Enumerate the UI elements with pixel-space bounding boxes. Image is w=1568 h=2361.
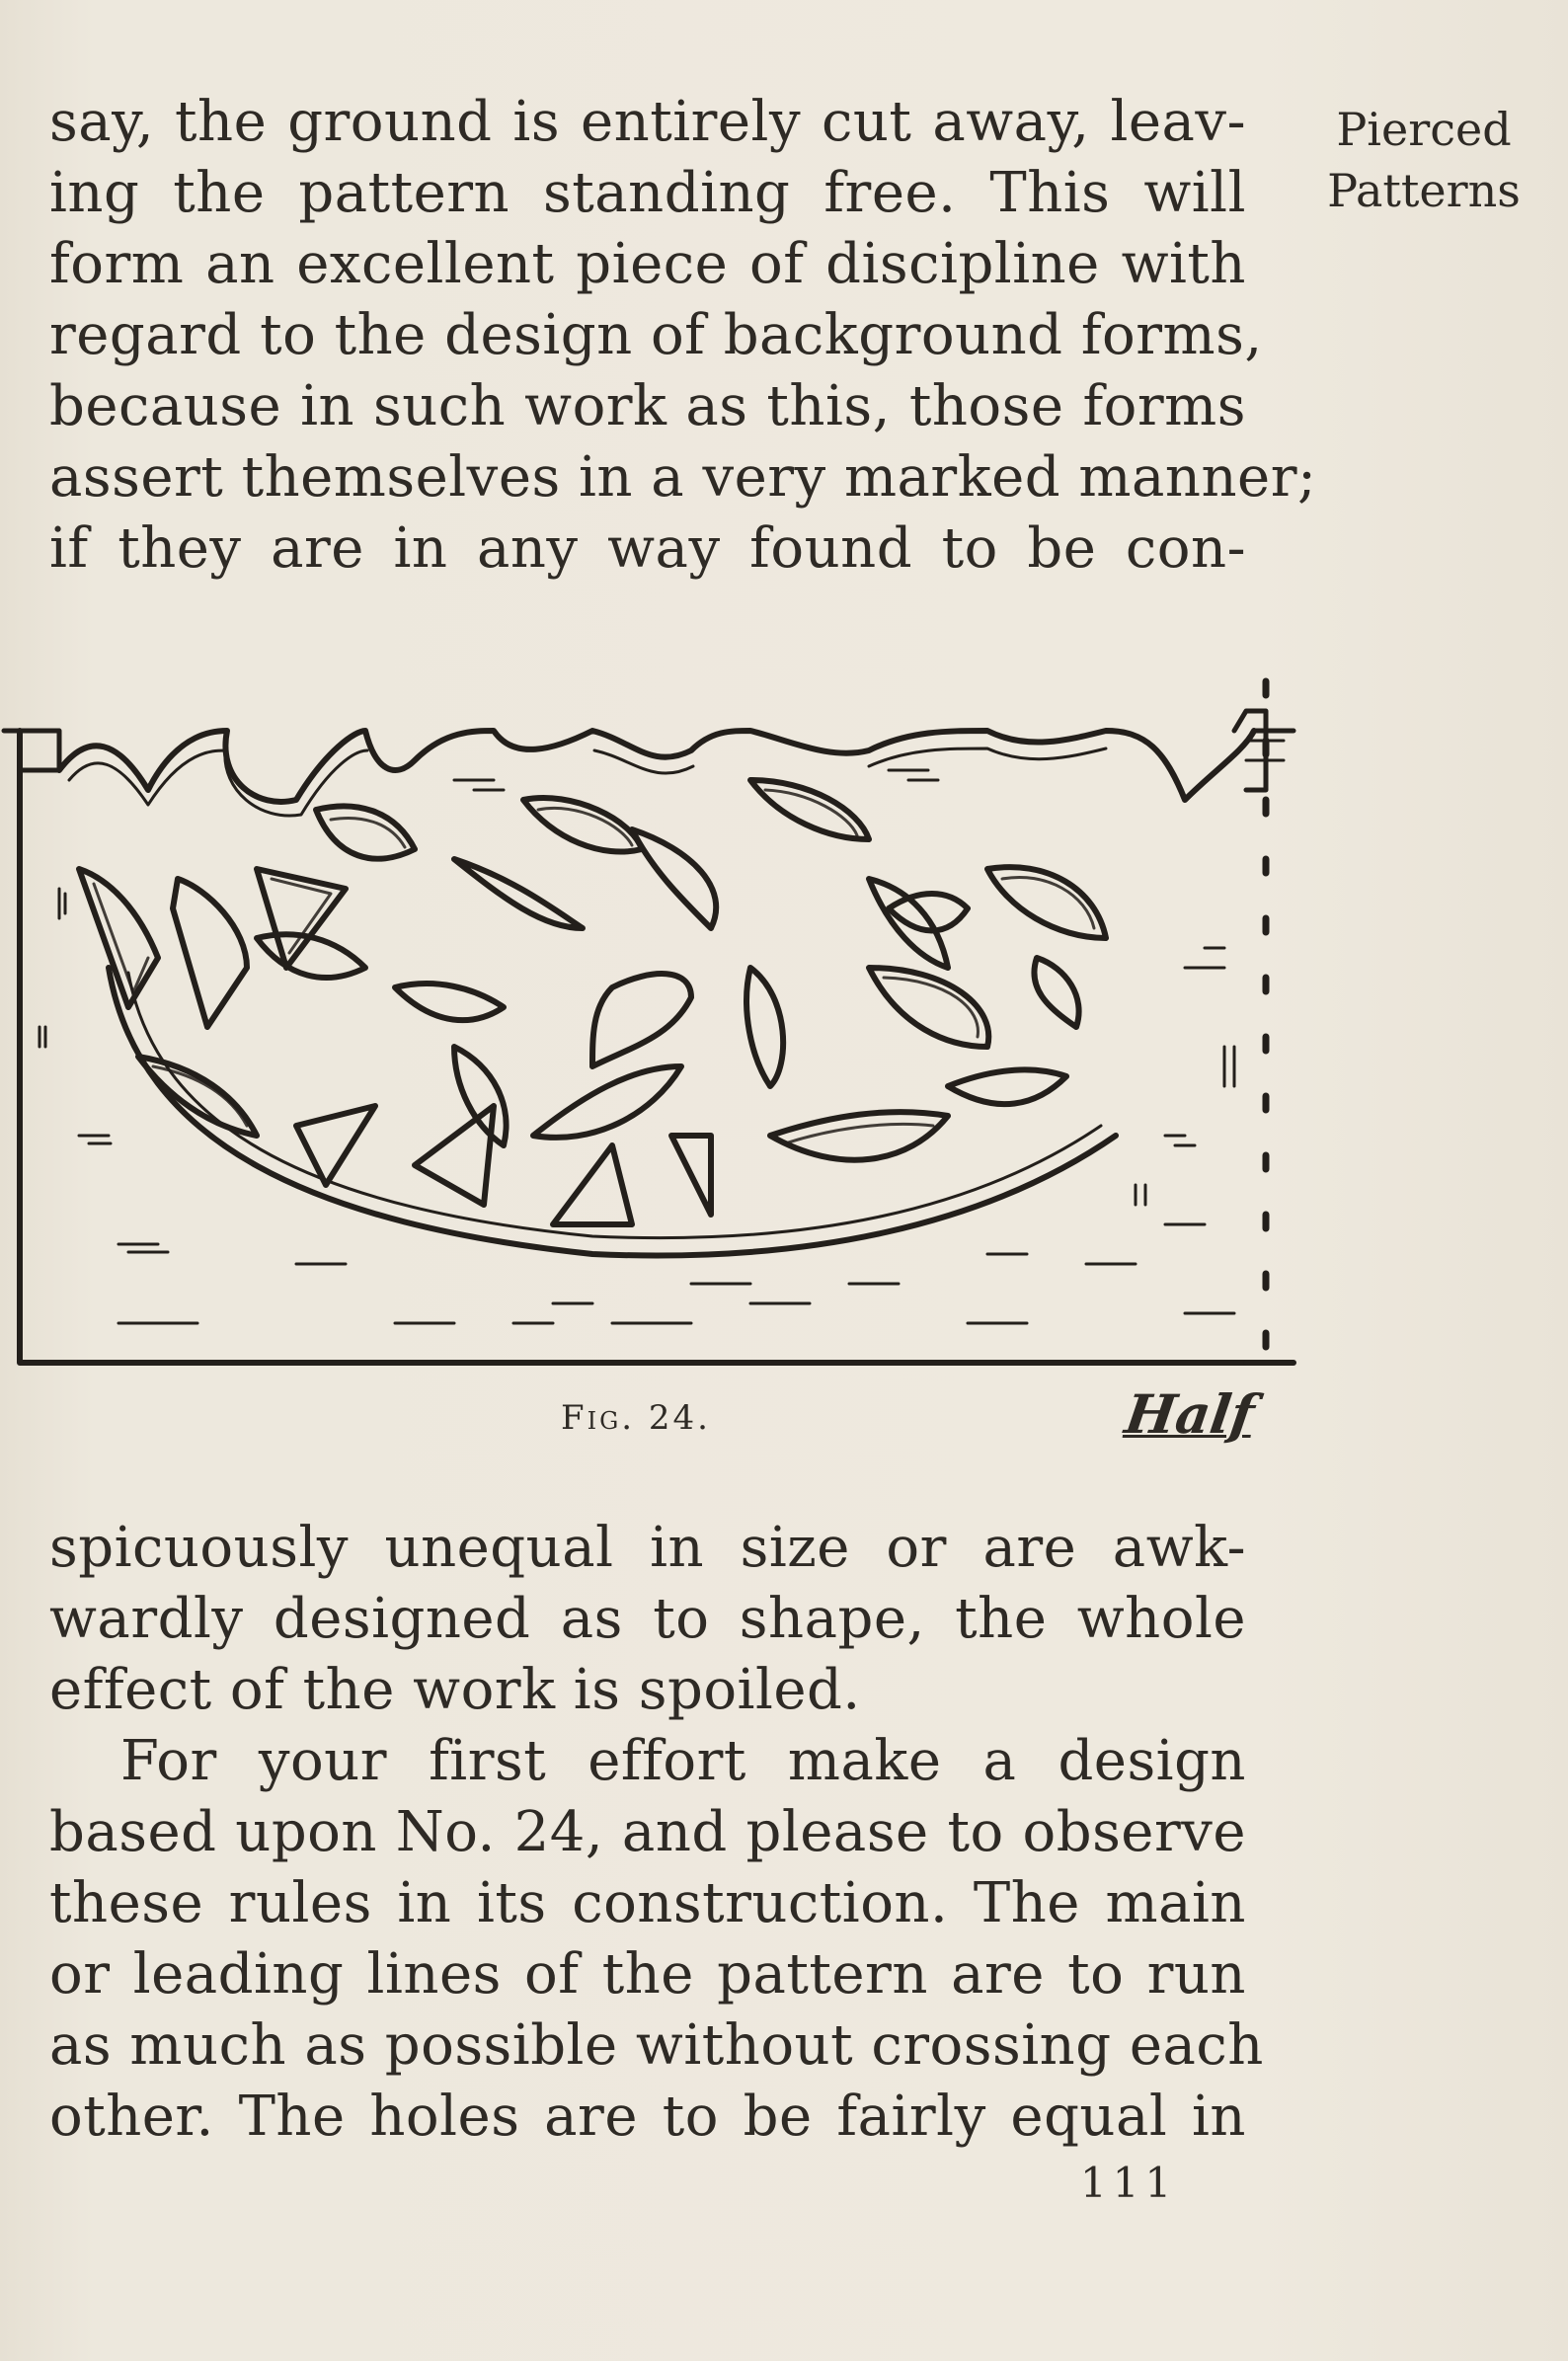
text-line: because in such work as this, those forms — [49, 374, 1246, 438]
text-line: form an excellent piece of discipline with — [49, 232, 1246, 296]
figure-pierced-pattern — [0, 671, 1313, 1382]
text-line: based upon No. 24, and please to observe — [49, 1800, 1246, 1864]
text-line: these rules in its construction. The main — [49, 1871, 1246, 1935]
text-line: regard to the design of background forms, — [49, 303, 1263, 367]
text-line: effect of the work is spoiled. — [49, 1658, 861, 1722]
artist-signature: Half — [1121, 1382, 1259, 1446]
text-line: other. The holes are to be fairly equal in — [49, 2085, 1246, 2149]
sidenote-line: Pierced — [1336, 103, 1512, 156]
sidenote-line: Patterns — [1327, 164, 1521, 217]
text-line: wardly designed as to shape, the whole — [49, 1587, 1246, 1651]
text-line: say, the ground is entirely cut away, leav- — [49, 90, 1246, 154]
pierced-pattern-illustration — [0, 671, 1313, 1382]
paragraph-top — [49, 87, 1317, 585]
page-number: 111 — [1080, 2159, 1178, 2207]
text-line: if they are in any way found to be con- — [49, 516, 1246, 581]
frame-outline — [20, 731, 1294, 1363]
figure-caption: Fig. 24. — [561, 1398, 711, 1438]
text-line: assert themselves in a very marked manner; — [49, 445, 1317, 510]
paragraph-bottom — [49, 1513, 1264, 2153]
text-line: spicuously unequal in size or are awk- — [49, 1516, 1246, 1580]
text-line: or leading lines of the pattern are to run — [49, 1942, 1246, 2007]
text-line: For your first effort make a design — [120, 1729, 1246, 1793]
text-line: ing the pattern standing free. This will — [49, 161, 1246, 225]
text-line: as much as possible without crossing each — [49, 2013, 1264, 2078]
margin-sidenote — [1305, 99, 1542, 221]
lower-arc — [109, 968, 1116, 1256]
pierced-holes — [79, 780, 1106, 1224]
